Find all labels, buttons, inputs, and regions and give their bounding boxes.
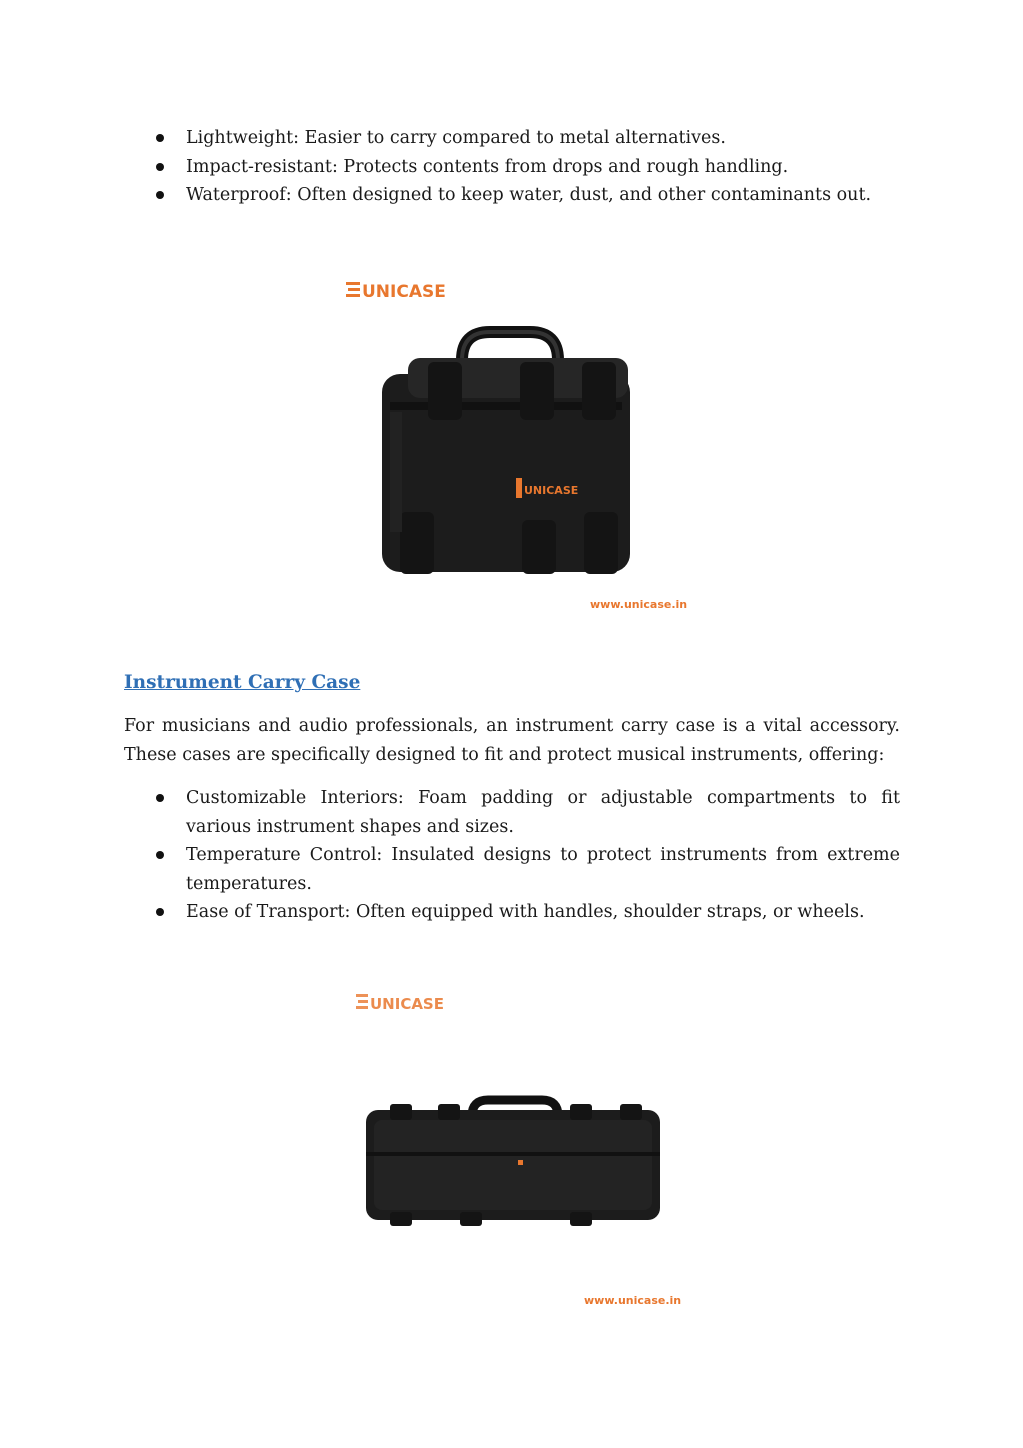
item-text: Often designed to keep water, dust, and other contaminants out. <box>297 185 872 205</box>
product-image-hard-case <box>330 262 700 622</box>
bullet-icon <box>156 134 164 142</box>
item-text: Insulated designs to protect instruments from extreme temperatures. <box>186 845 900 894</box>
bullet-icon <box>156 794 164 802</box>
unicase-logo <box>356 994 444 1013</box>
website-url: www.unicase.in <box>590 598 688 611</box>
list-item <box>124 784 900 841</box>
item-label: Customizable Interiors: <box>186 788 404 808</box>
section-heading-link[interactable]: Instrument Carry Case <box>124 672 361 693</box>
feature-list-bottom <box>124 784 900 927</box>
bullet-icon <box>156 908 164 916</box>
item-label: Lightweight: <box>186 128 300 148</box>
hard-case-illustration <box>382 332 630 574</box>
bullet-icon <box>156 851 164 859</box>
item-text: Often equipped with handles, shoulder straps, or wheels. <box>356 902 865 922</box>
item-label: Impact-resistant: <box>186 156 338 177</box>
item-text: Easier to carry compared to metal alternatives. <box>304 128 726 148</box>
bullet-icon <box>156 191 164 199</box>
bullet-icon <box>156 163 164 171</box>
website-url: www.unicase.in <box>584 1294 682 1307</box>
list-item <box>124 841 900 898</box>
list-item <box>124 153 900 182</box>
feature-list-top <box>124 124 900 210</box>
list-item <box>124 124 900 153</box>
instrument-case-illustration <box>366 1100 660 1226</box>
case-logo-text: UNICASE <box>524 484 579 497</box>
list-item <box>124 898 900 927</box>
logo-text: UNICASE <box>362 282 446 302</box>
logo-text: UNICASE <box>370 995 444 1013</box>
item-label: Temperature Control: <box>186 845 383 865</box>
section-paragraph: For musicians and audio professionals, an instrument carry case is a vital accessory. These cases are specifically designed to fit and protect musical instruments, offering: <box>124 716 900 765</box>
item-label: Ease of Transport: <box>186 902 351 922</box>
item-text: Protects contents from drops and rough handling. <box>343 156 789 177</box>
unicase-logo <box>346 282 446 302</box>
item-label: Waterproof: <box>186 185 292 205</box>
item-text: Foam padding or adjustable compartments to fit various instrument shapes and sizes. <box>186 788 900 837</box>
product-image-instrument-case <box>330 980 700 1310</box>
list-item <box>124 181 900 210</box>
